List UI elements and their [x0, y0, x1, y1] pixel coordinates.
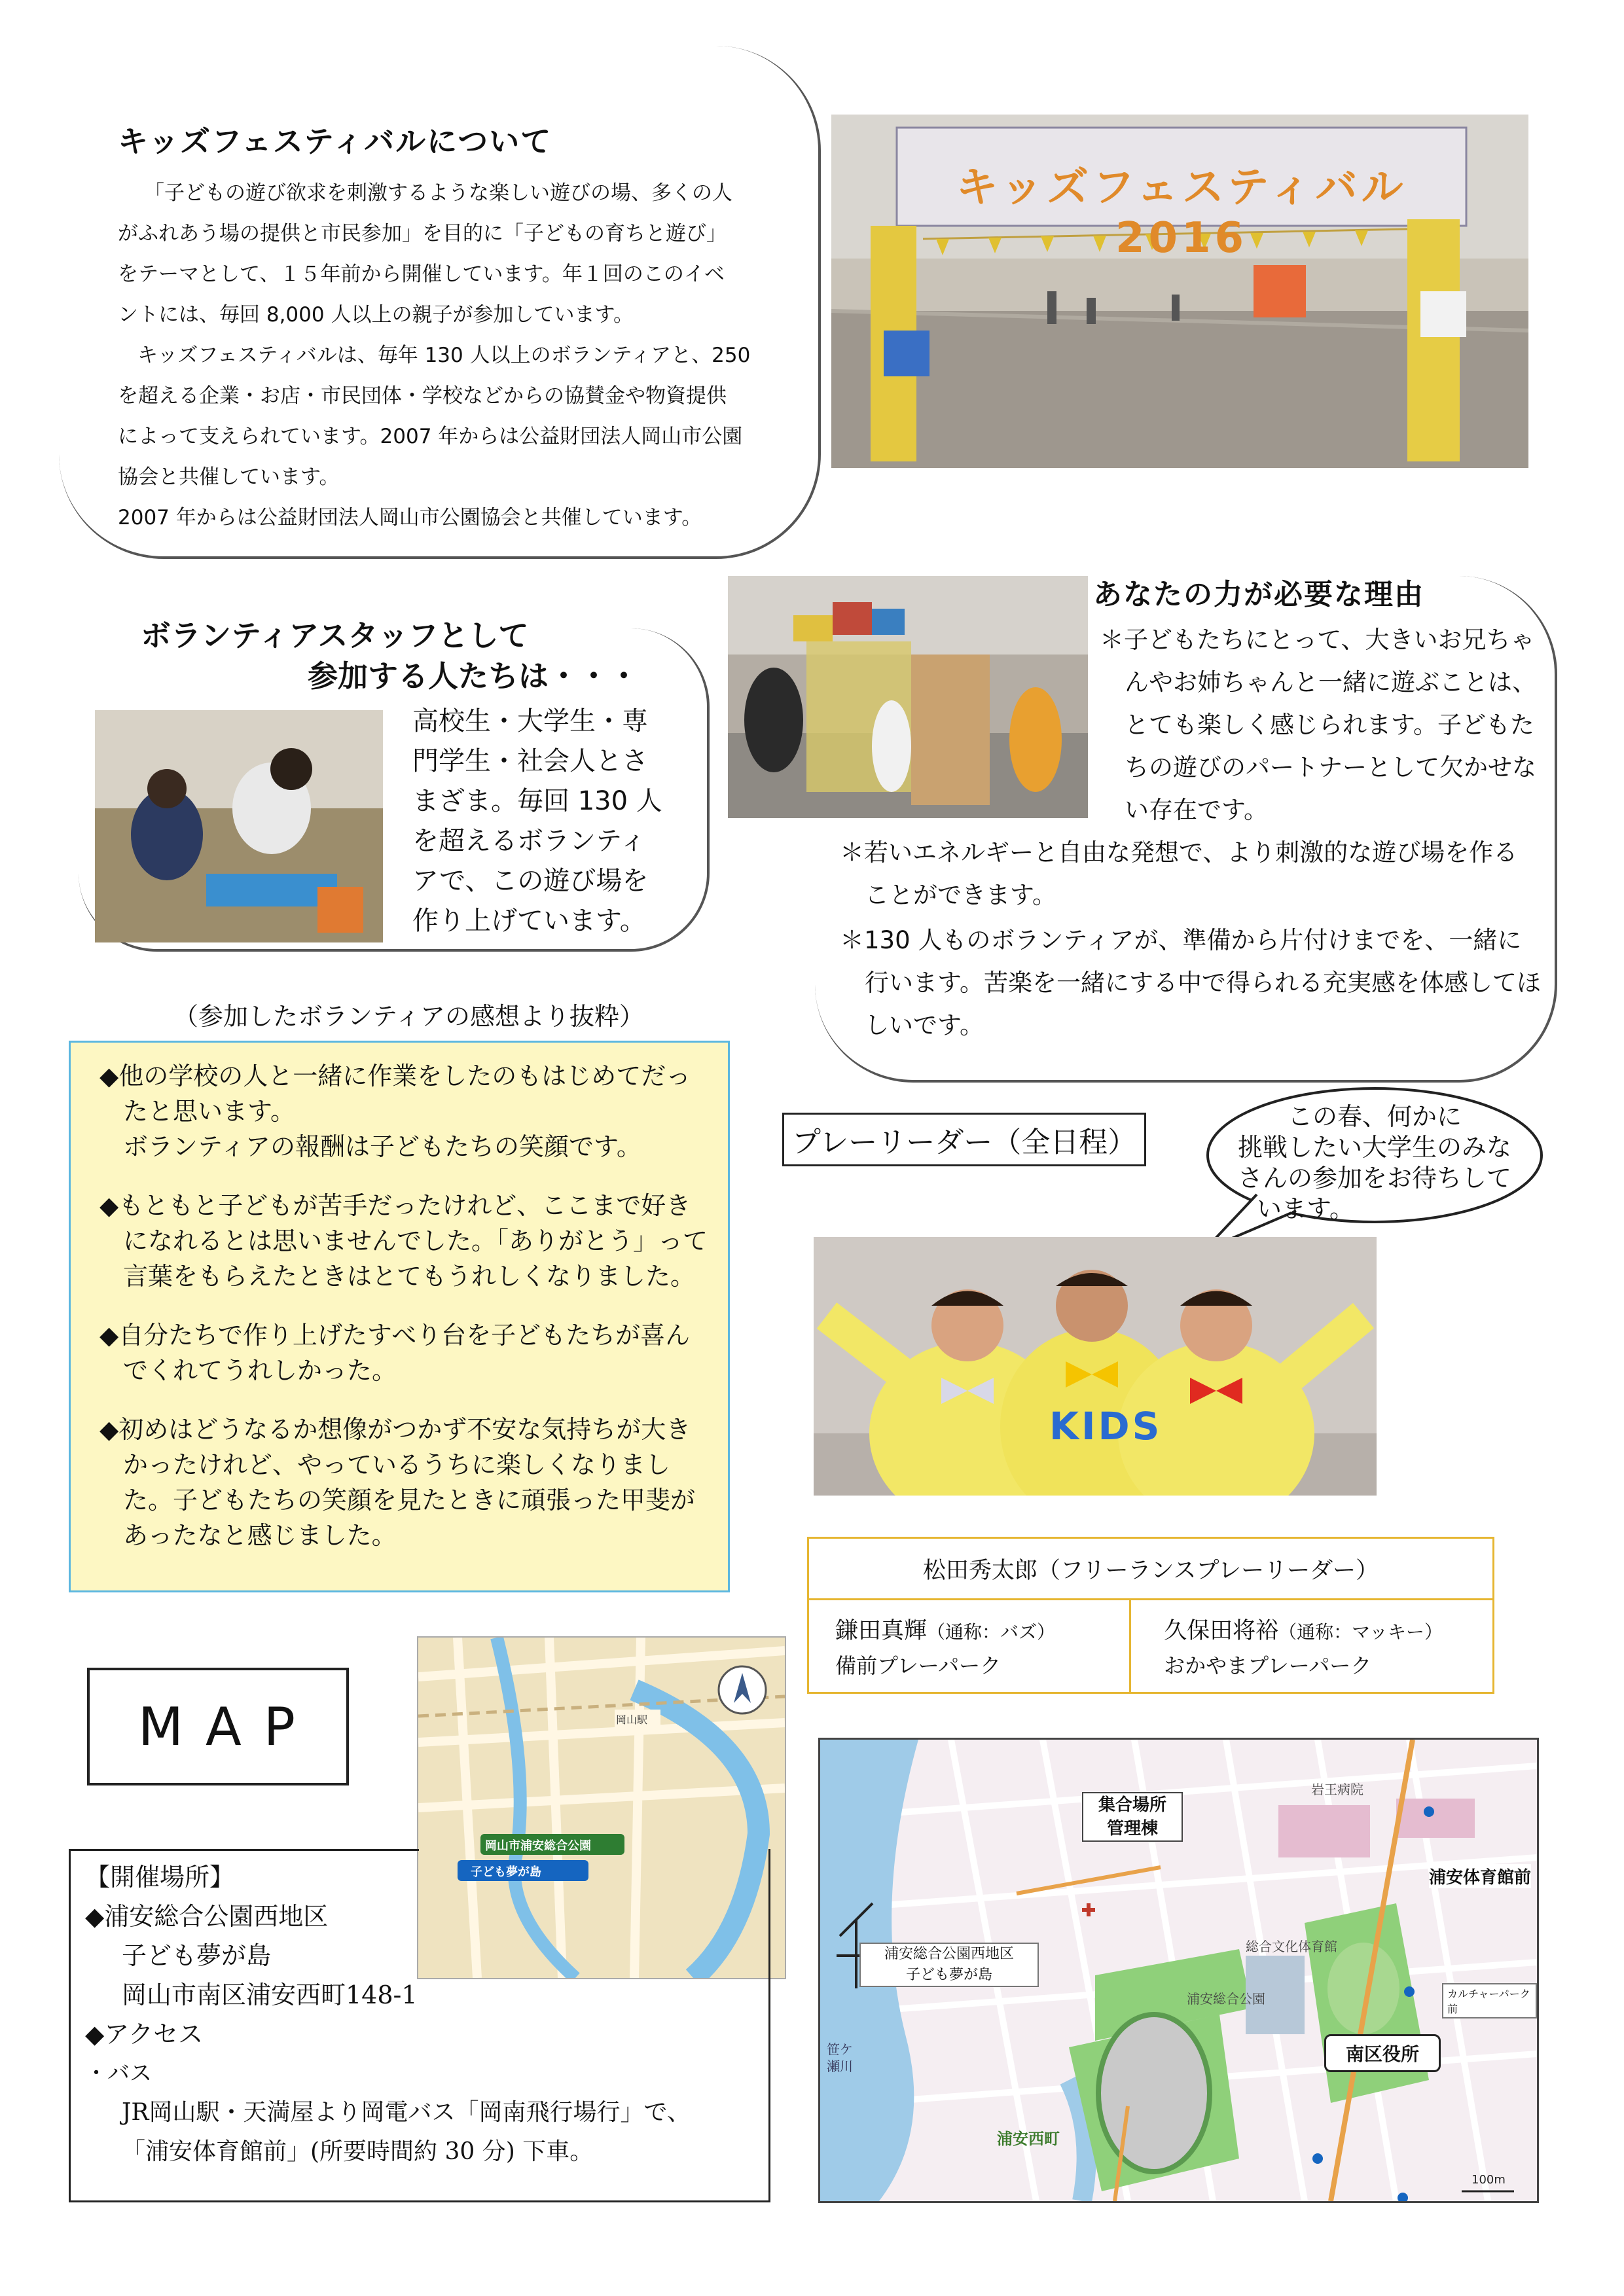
venue-line: ◆アクセス [85, 2020, 204, 2049]
about-line: によって支えられています。2007 年からは公益財団法人岡山市公園 [118, 425, 743, 448]
map-label-hospital: 岩王病院 [1311, 1782, 1363, 1797]
map-label-bus-stop: 浦安体育館前 [1429, 1864, 1531, 1888]
children-play-photo [728, 576, 1088, 818]
festival-banner-photo [831, 115, 1528, 468]
reasons-title: あなたの力が必要な理由 [1093, 578, 1424, 611]
site-label-1: 浦安総合公園西地区 [884, 1946, 1014, 1962]
volunteer-body-line: まざま。毎回 130 人 [412, 786, 662, 816]
volunteer-body-line: を超えるボランティ [412, 826, 646, 856]
volunteer-body-line: アで、この遊び場を [412, 866, 649, 896]
about-line: を超える企業・お店・市民団体・学校などからの協賛金や物資提供 [118, 384, 727, 408]
map-title: MAP [138, 1696, 317, 1757]
speech-line: 挑戦したい大学生のみな [1237, 1133, 1511, 1162]
reason-item-1 [1094, 619, 1540, 831]
quote-item: ボランティアの報酬は子どもたちの笑顔です。 [123, 1132, 641, 1161]
reason-text: ＊子どもたちにとって、大きいお兄ちゃんやお姉ちゃんと一緒に遊ぶことは、とても楽しく感じられます。子どもたちの遊びのパートナーとして欠かせない存在です。 [1100, 626, 1536, 824]
volunteer-body [412, 702, 687, 941]
about-line: ントには、毎回 8,000 人以上の親子が参加しています。 [118, 303, 634, 327]
site-label-2: 子ども夢が島 [905, 1967, 992, 1983]
volunteer-title-line2: 参加する人たちは・・・ [308, 658, 639, 694]
about-line: 「子どもの遊び欲求を刺激するような楽しい遊びの場、多くの人 [144, 181, 732, 205]
volunteer-body-line: 高校生・大学生・専 [412, 706, 648, 736]
leader-name: 鎌田真輝 [835, 1618, 928, 1644]
shirt-text: KIDS [1049, 1404, 1163, 1448]
map-label-scale: 100m [1471, 2173, 1506, 2187]
reason-list [835, 831, 1542, 1047]
venue-line: 子ども夢が島 [122, 1941, 272, 1970]
venue-info [85, 1857, 759, 2172]
about-line: をテーマとして、１５年前から開催しています。年１回のこのイベ [118, 262, 725, 286]
venue-line: 「浦安体育館前」(所要時間約 30 分) 下車。 [122, 2138, 594, 2165]
venue-line: ◆浦安総合公園西地区 [85, 1902, 329, 1931]
about-title: キッズフェスティバルについて [118, 124, 552, 159]
about-line: がふれあう場の提供と市民参加」を目的に「子どもの育ちと遊び」 [118, 222, 727, 245]
reason-text: ＊若いエネルギーと自由な発想で、より刺激的な遊び場を作ることができます。 [840, 838, 1518, 909]
playleader-right [1130, 1600, 1494, 1693]
venue-line: 岡山市南区浦安西町148-1 [122, 1981, 418, 2009]
volunteer-body-line: 門学生・社会人とさ [412, 746, 648, 776]
map-label-gym: 総合文化体育館 [1246, 1939, 1337, 1954]
speech-line: この春、何かに [1287, 1102, 1462, 1131]
volunteer-title-line1: ボランティアスタッフとして [141, 618, 529, 653]
playleaders-photo [814, 1237, 1377, 1496]
leader-nickname: （通称：バズ） [927, 1621, 1056, 1643]
speech-line: さんの参加をお待ちして [1237, 1164, 1511, 1193]
reason-text: ＊130 人ものボランティアが、準備から片付けまでを、一緒に行います。苦楽を一緒にする中で得られる充実感を体感してほしいです。 [840, 926, 1542, 1039]
map-label-culture: カルチャーパーク前 [1442, 1983, 1537, 2018]
area-map-label-station: 岡山駅 [616, 1713, 648, 1726]
detail-map [818, 1738, 1539, 2203]
map-label-park: 浦安総合公園 [1187, 1991, 1265, 2007]
quote-item: ◆初めはどうなるか想像がつかず不安な気持ちが大きかったけれど、やっているうちに楽しくなりました。子どもたちの笑顔を見たときに頑張った甲斐があったなと感じました。 [99, 1415, 696, 1550]
venue-line: JR岡山駅・天満屋より岡電バス「岡南飛行場行」で、 [122, 2099, 691, 2126]
meeting-label-2: 管理棟 [1106, 1819, 1158, 1839]
about-line: 2007 年からは公益財団法人岡山市公園協会と共催しています。 [118, 506, 702, 529]
leader-nickname: （通称：マッキー） [1278, 1621, 1443, 1643]
map-label-meeting [1082, 1792, 1183, 1842]
quote-item: ◆自分たちで作り上げたすべり台を子どもたちが喜んでくれてうれしかった。 [99, 1321, 691, 1385]
playleader-head-name: 松田秀太郎（フリーランスプレーリーダー） [922, 1557, 1379, 1584]
map-label-town: 浦安西町 [997, 2130, 1060, 2148]
volunteer-body-line: 作り上げています。 [412, 906, 646, 936]
about-section [118, 118, 785, 538]
leader-park: 備前プレーパーク [835, 1653, 1001, 1678]
venue-line: ・バス [85, 2060, 152, 2087]
about-line: キッズフェスティバルは、毎年 130 人以上のボランティアと、250 [137, 344, 751, 367]
venue-line: 【開催場所】 [85, 1863, 235, 1892]
area-map-label-site: 子ども夢が島 [471, 1865, 541, 1879]
banner-text: キッズフェスティバル2016 [956, 164, 1407, 262]
quotes-heading: （参加したボランティアの感想より抜粋） [173, 1002, 644, 1031]
area-map-label-park: 岡山市浦安総合公園 [485, 1839, 591, 1853]
quotes-box [69, 1041, 730, 1592]
leader-park: おかやまプレーパーク [1164, 1653, 1372, 1678]
map-label-river: 笹ケ瀬川 [827, 2041, 853, 2074]
map-title-box [87, 1668, 349, 1785]
meeting-label-1: 集合場所 [1098, 1795, 1166, 1815]
quote-item: ◆もともと子どもが苦手だったけれど、ここまで好きになれるとは思いませんでした。「ありがとう」って言葉をもらえたときはとてもうれしくなりました。 [99, 1191, 708, 1291]
playleader-left [808, 1600, 1130, 1693]
speech-bubble [1185, 1083, 1551, 1257]
playleader-label: プレーリーダー（全日程） [782, 1113, 1146, 1166]
leader-name: 久保田将裕 [1164, 1618, 1279, 1644]
map-label-ward-office: 南区役所 [1324, 2034, 1441, 2072]
venue-box-topline [69, 1849, 419, 1851]
about-line: 協会と共催しています。 [118, 465, 340, 489]
playleader-head [808, 1538, 1494, 1600]
speech-line: います。 [1257, 1194, 1354, 1223]
quote-item: ◆他の学校の人と一緒に作業をしたのもはじめてだったと思います。 [99, 1062, 691, 1126]
volunteer-title [141, 615, 677, 696]
volunteer-photo [95, 710, 383, 942]
playleader-table [807, 1537, 1494, 1694]
map-label-site [859, 1943, 1039, 1987]
